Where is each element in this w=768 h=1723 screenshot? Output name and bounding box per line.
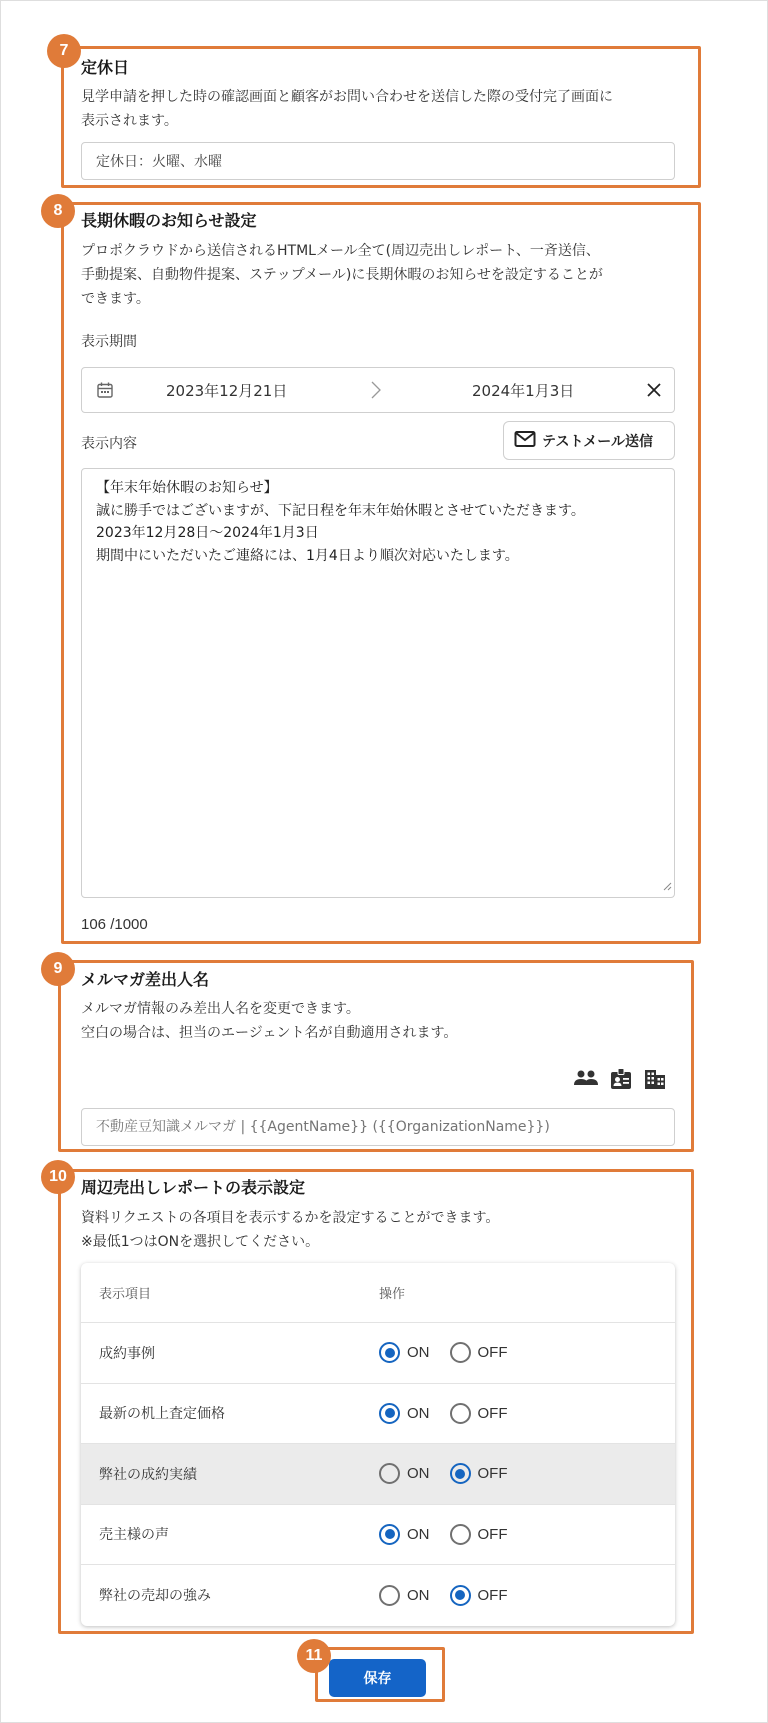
closed-days-title: 定休日 bbox=[81, 58, 130, 77]
resize-handle-icon[interactable] bbox=[662, 876, 672, 895]
step-badge-7: 7 bbox=[47, 34, 81, 68]
off-label: OFF bbox=[477, 1586, 508, 1604]
end-date[interactable]: 2024年1月3日 bbox=[472, 382, 575, 400]
start-date[interactable]: 2023年12月21日 bbox=[166, 382, 288, 400]
closed-days-desc: 見学申請を押した時の確認画面と顧客がお問い合わせを送信した際の受付完了画面に 表示されます。 bbox=[81, 89, 613, 129]
table-row bbox=[81, 1384, 675, 1445]
radio-off[interactable] bbox=[450, 1524, 471, 1545]
off-option[interactable] bbox=[450, 1342, 508, 1363]
content-line: 【年末年始休暇のお知らせ】 bbox=[96, 480, 278, 496]
radio-off[interactable] bbox=[450, 1403, 471, 1424]
on-option[interactable] bbox=[379, 1403, 430, 1424]
long-holiday-desc: プロポクラウドから送信されるHTMLメール全て(周辺売出しレポート、一斉送信、 手動提案、自動物件提案、ステップメール)に長期休暇のお知らせを設定することが できます。 bbox=[81, 243, 603, 307]
row-label: 弊社の売却の強み bbox=[99, 1588, 211, 1605]
on-label: ON bbox=[407, 1404, 430, 1422]
contact-card-icon[interactable] bbox=[609, 1067, 633, 1095]
off-option[interactable] bbox=[450, 1524, 508, 1545]
off-label: OFF bbox=[477, 1465, 508, 1483]
radio-on[interactable] bbox=[379, 1524, 400, 1545]
row-label: 売主様の声 bbox=[99, 1527, 169, 1544]
radio-on[interactable] bbox=[379, 1403, 400, 1424]
sender-name-title: メルマガ差出人名 bbox=[81, 970, 210, 989]
table-row bbox=[81, 1444, 675, 1505]
test-mail-label: テストメール送信 bbox=[542, 433, 654, 450]
radio-on[interactable] bbox=[379, 1342, 400, 1363]
table-row bbox=[81, 1565, 675, 1626]
content-line: 誠に勝手ではございますが、下記日程を年末年始休暇とさせていただきます。 bbox=[96, 502, 585, 519]
radio-on[interactable] bbox=[379, 1463, 400, 1484]
radio-on[interactable] bbox=[379, 1585, 400, 1606]
off-option[interactable] bbox=[450, 1463, 508, 1484]
off-label: OFF bbox=[477, 1525, 508, 1543]
step-badge-9: 9 bbox=[41, 952, 75, 986]
table-row bbox=[81, 1505, 675, 1566]
sender-name-desc: メルマガ情報のみ差出人名を変更できます。 空白の場合は、担当のエージェント名が自動適用されます。 bbox=[81, 1001, 458, 1041]
holiday-content-textarea[interactable] bbox=[81, 468, 675, 898]
radio-off[interactable] bbox=[450, 1463, 471, 1484]
radio-off[interactable] bbox=[450, 1585, 471, 1606]
table-row bbox=[81, 1323, 675, 1384]
col-action-header: 操作 bbox=[379, 1287, 406, 1302]
on-option[interactable] bbox=[379, 1342, 430, 1363]
mail-icon bbox=[514, 430, 536, 452]
radio-off[interactable] bbox=[450, 1342, 471, 1363]
char-counter: 106 /1000 bbox=[81, 916, 148, 933]
row-label: 成約事例 bbox=[99, 1345, 155, 1362]
step-badge-11: 11 bbox=[297, 1639, 331, 1673]
row-label: 弊社の成約実績 bbox=[99, 1466, 197, 1483]
save-button[interactable]: 保存 bbox=[329, 1659, 426, 1697]
building-icon[interactable] bbox=[643, 1067, 667, 1095]
report-display-title: 周辺売出しレポートの表示設定 bbox=[81, 1178, 306, 1197]
long-holiday-title: 長期休暇のお知らせ設定 bbox=[81, 211, 257, 230]
sender-name-input[interactable] bbox=[81, 1108, 675, 1146]
closed-days-input[interactable] bbox=[81, 142, 675, 180]
content-line: 期間中にいただいたご連絡には、1月4日より順次対応いたします。 bbox=[96, 547, 519, 564]
date-range-picker[interactable] bbox=[81, 367, 675, 413]
calendar-icon[interactable] bbox=[96, 381, 114, 403]
step-badge-10: 10 bbox=[41, 1160, 75, 1194]
on-option[interactable] bbox=[379, 1463, 430, 1484]
on-label: ON bbox=[407, 1344, 430, 1362]
on-option[interactable] bbox=[379, 1524, 430, 1545]
on-option[interactable] bbox=[379, 1585, 430, 1606]
col-item-header: 表示項目 bbox=[99, 1287, 152, 1302]
off-option[interactable] bbox=[450, 1585, 508, 1606]
row-label: 最新の机上査定価格 bbox=[99, 1406, 225, 1423]
test-mail-button[interactable] bbox=[503, 421, 675, 460]
step-badge-8: 8 bbox=[41, 194, 75, 228]
people-icon[interactable] bbox=[573, 1067, 599, 1095]
table-header bbox=[81, 1263, 675, 1323]
off-label: OFF bbox=[477, 1344, 508, 1362]
period-label: 表示期間 bbox=[81, 334, 137, 350]
report-settings-table bbox=[81, 1263, 675, 1626]
on-label: ON bbox=[407, 1465, 430, 1483]
chevron-right-icon bbox=[370, 380, 382, 404]
report-display-desc: 資料リクエストの各項目を表示するかを設定することができます。 ※最低1つはONを選択してください。 bbox=[81, 1210, 500, 1250]
content-label: 表示内容 bbox=[81, 436, 137, 452]
off-option[interactable] bbox=[450, 1403, 508, 1424]
on-label: ON bbox=[407, 1586, 430, 1604]
content-line: 2023年12月28日～2024年1月3日 bbox=[96, 525, 319, 541]
off-label: OFF bbox=[477, 1404, 508, 1422]
on-label: ON bbox=[407, 1525, 430, 1543]
merge-tag-icons bbox=[573, 1067, 667, 1095]
clear-icon[interactable] bbox=[646, 382, 662, 402]
